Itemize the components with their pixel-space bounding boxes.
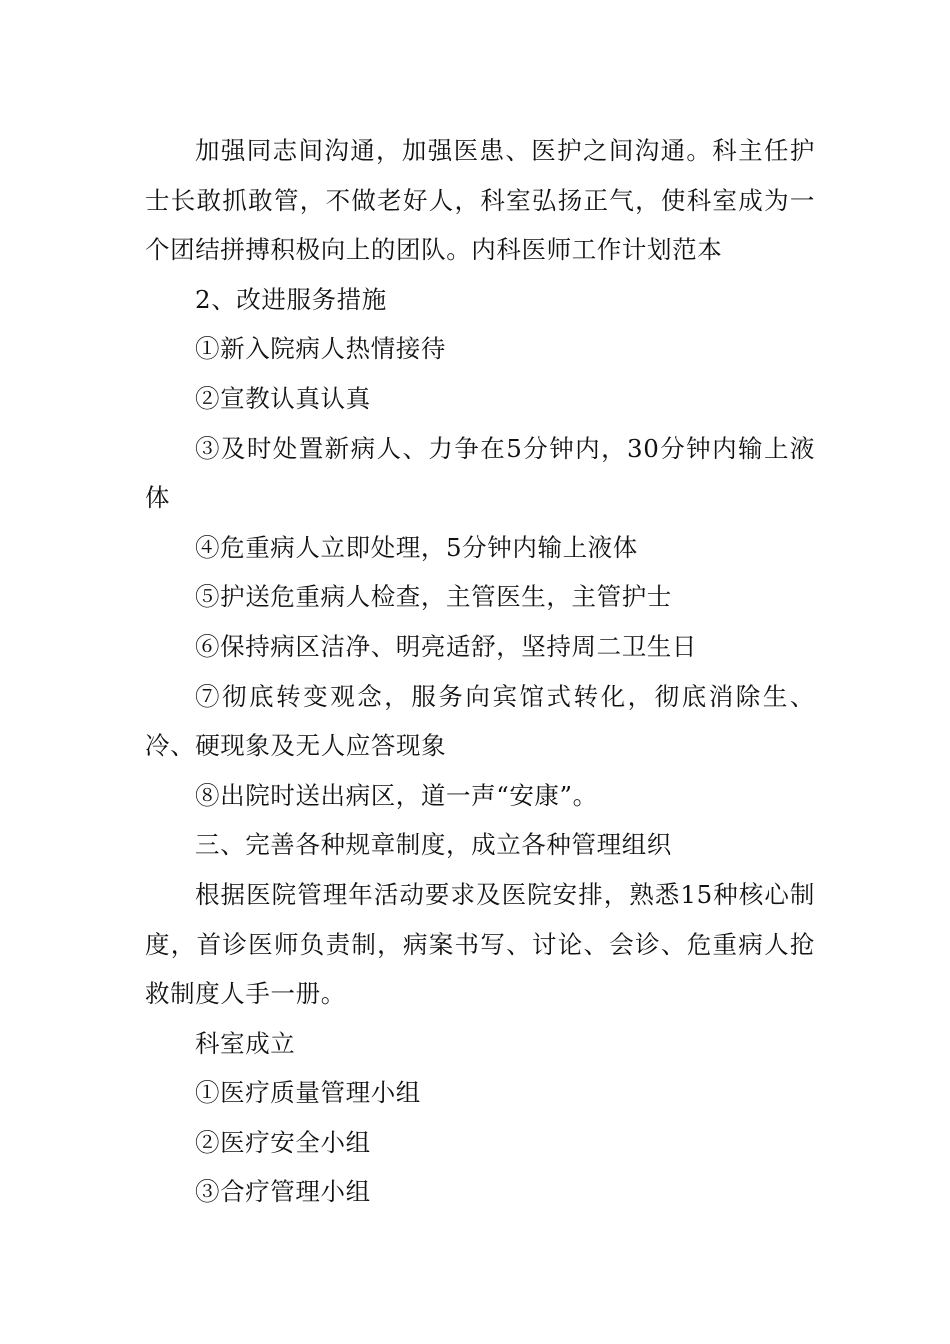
list-item: ①新入院病人热情接待 — [195, 334, 446, 364]
paragraph-service-heading: 2、改进服务措施 — [195, 284, 387, 314]
list-item: ⑧出院时送出病区，道一声“安康”。 — [195, 780, 598, 810]
paragraph-rules: 根据医院管理年活动要求及医院安排，熟悉15种核心制度，首诊医师负责制，病案书写、讨论、会诊、危重病人抢救制度人手一册。 — [145, 879, 815, 1009]
list-item: ②医疗安全小组 — [195, 1127, 371, 1157]
list-item: ①医疗质量管理小组 — [195, 1078, 421, 1108]
section-heading: 三、完善各种规章制度，成立各种管理组织 — [195, 830, 672, 860]
list-item: ④危重病人立即处理，5分钟内输上液体 — [195, 532, 638, 562]
document-body — [145, 126, 815, 1217]
list-item: ③及时处置新病人、力争在5分钟内，30分钟内输上液体 — [145, 433, 815, 513]
list-item: ⑥保持病区洁净、明亮适舒，坚持周二卫生日 — [195, 631, 697, 661]
list-item: ②宣教认真认真 — [195, 383, 371, 413]
list-item: ⑦彻底转变观念，服务向宾馆式转化，彻底消除生、冷、硬现象及无人应答现象 — [145, 681, 815, 761]
paragraph-communication: 加强同志间沟通，加强医患、医护之间沟通。科主任护士长敢抓敢管，不做老好人，科室弘扬正气，使科室成为一个团结拼搏积极向上的团队。内科医师工作计划范本 — [145, 136, 815, 265]
paragraph-groups-intro: 科室成立 — [195, 1028, 296, 1058]
list-item: ③合疗管理小组 — [195, 1177, 371, 1207]
list-item: ⑤护送危重病人检查，主管医生，主管护士 — [195, 582, 672, 612]
